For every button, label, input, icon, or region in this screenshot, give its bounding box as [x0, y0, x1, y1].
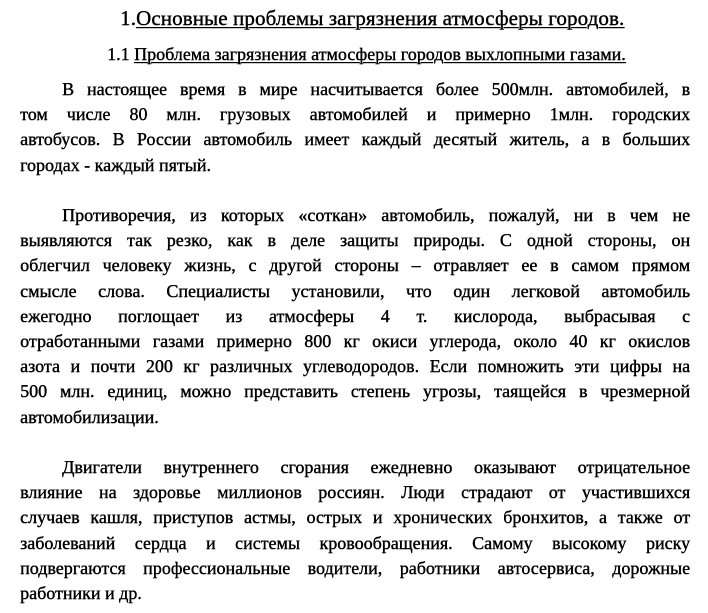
text-line: заболеваний сердца и системы кровообращения. Самому высокому риску [20, 532, 690, 553]
paragraph-1 [20, 77, 690, 178]
text-line: ежегодно поглощает из атмосферы 4 т. кислорода, выбрасывая с [20, 305, 690, 326]
text-line: случаев кашля, приступов астмы, острых и хронических бронхитов, а также от [20, 507, 690, 528]
paragraph-3 [20, 455, 690, 606]
section-title: Основные проблемы загрязнения атмосферы городов. [135, 6, 625, 30]
text-line: В настоящее время в мире насчитывается более 500млн. автомобилей, в [62, 79, 690, 99]
text-line: городах - каждый пятый. [20, 154, 211, 175]
paragraph-2 [20, 203, 690, 430]
text-line: том числе 80 млн. грузовых автомобилей и примерно 1млн. городских [20, 104, 690, 125]
section-number: 1. [120, 6, 136, 30]
subsection-title: Проблема загрязнения атмосферы городов выхлопными газами. [134, 44, 626, 64]
text-line: азота и почти 200 кг различных углеводородов. Если помножить эти цифры на [20, 356, 690, 377]
text-line: подвергаются профессиональные водители, работники автосервиса, дорожные [20, 557, 690, 578]
text-line: автомобилизации. [20, 406, 159, 427]
text-line: Противоречия, из которых «соткан» автомобиль, пожалуй, ни в чем не [62, 205, 690, 225]
subsection-heading [107, 43, 626, 65]
text-line: смысле слова. Специалисты установили, что один легковой автомобиль [20, 280, 690, 301]
text-line: облегчил человеку жизнь, с другой стороны – отравляет ее в самом прямом [20, 255, 690, 276]
text-line: выявляются так резко, как в деле защиты природы. С одной стороны, он [20, 230, 690, 251]
text-line: Двигатели внутреннего сгорания ежедневно оказывают отрицательное [62, 457, 690, 477]
text-line: работники и др. [20, 582, 142, 603]
subsection-number: 1.1 [107, 44, 130, 64]
text-line: отработанными газами примерно 800 кг окиси углерода, около 40 кг окислов [20, 330, 690, 351]
section-heading [120, 6, 624, 30]
text-line: влияние на здоровье миллионов россиян. Люди страдают от участившихся [20, 482, 690, 503]
text-line: 500 млн. единиц, можно представить степень угрозы, таящейся в чрезмерной [20, 381, 690, 402]
text-line: автобусов. В России автомобиль имеет каждый десятый житель, а в больших [20, 129, 690, 150]
